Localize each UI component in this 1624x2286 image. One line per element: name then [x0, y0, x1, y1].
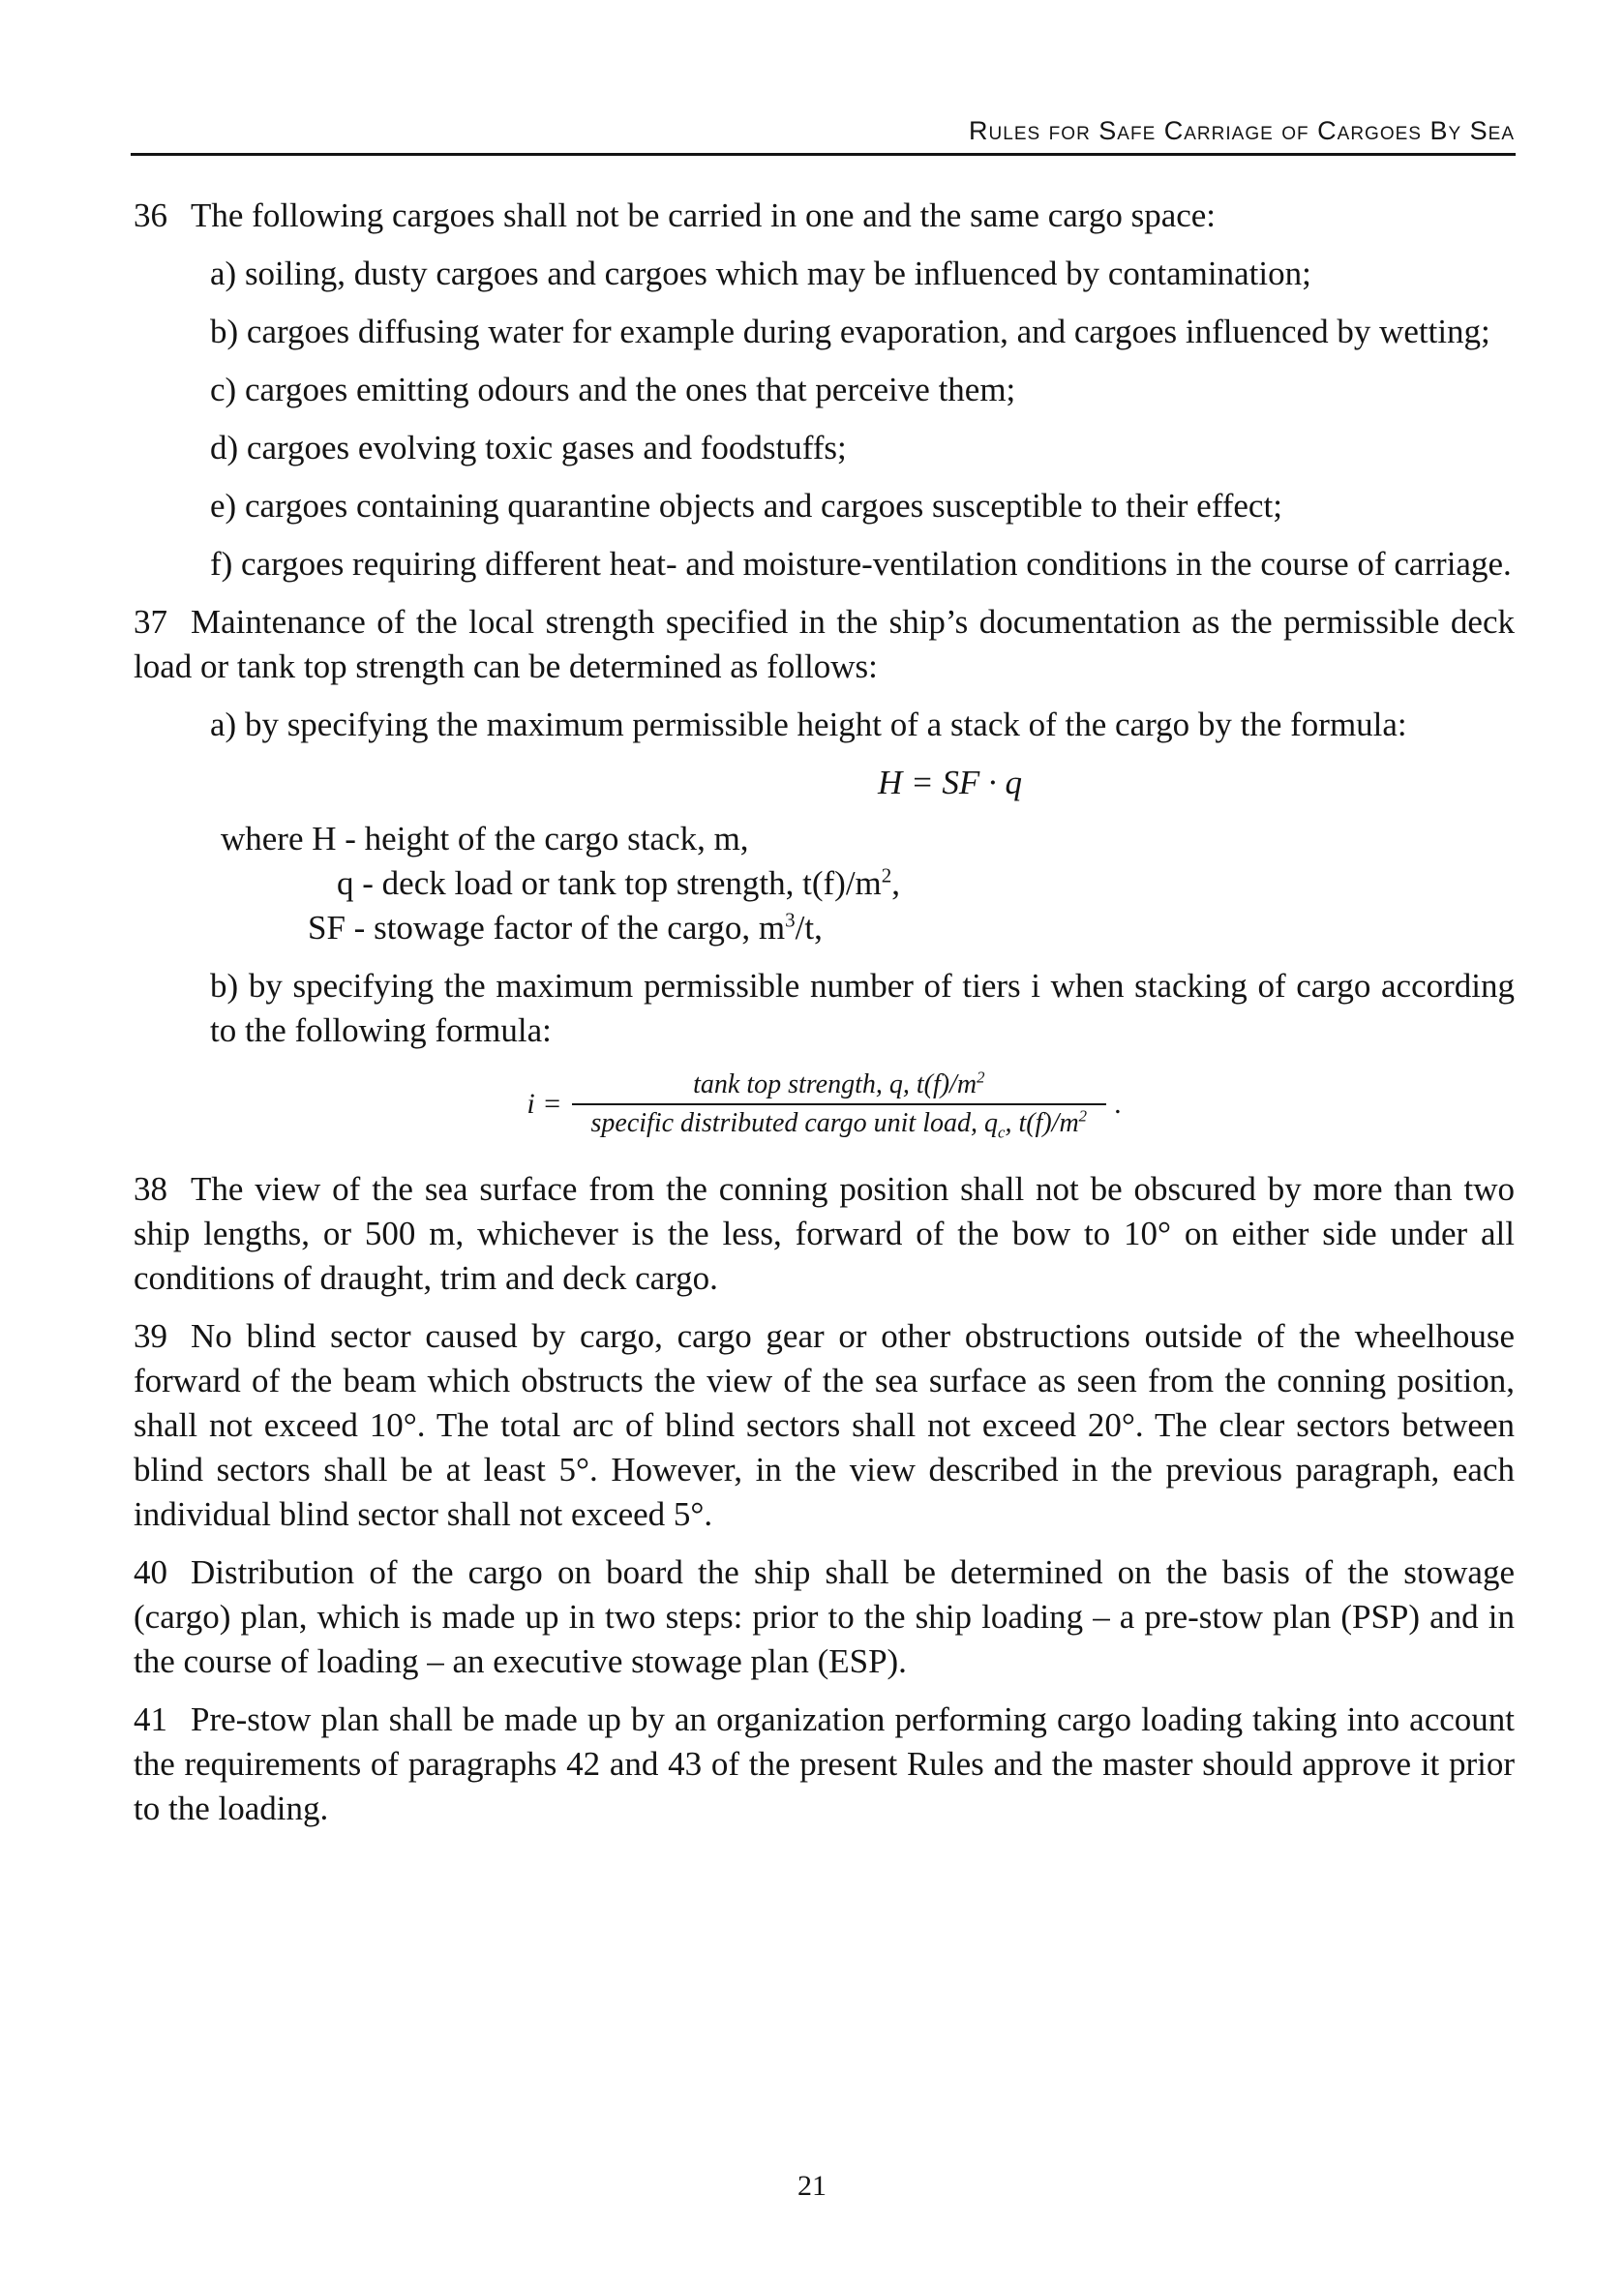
- definition-text: SF - stowage factor of the cargo, m: [308, 909, 786, 947]
- subscript: c: [998, 1123, 1006, 1142]
- definition-text: /t,: [795, 909, 823, 947]
- paragraph-text: Distribution of the cargo on board the ship shall be determined on the basis of the stowage (cargo) plan, which is made up in two steps: prior to the ship loading – a pre-stow plan (PSP) and in the course of loading – an executive stowage plan (ESP).: [134, 1553, 1515, 1680]
- paragraph-text: The following cargoes shall not be carried in one and the same cargo space:: [191, 196, 1217, 234]
- paragraph-41: [134, 1698, 1515, 1831]
- list-item: c) cargoes emitting odours and the ones that perceive them;: [210, 371, 1016, 408]
- header-rule: [131, 153, 1516, 156]
- fraction: [572, 1067, 1107, 1142]
- list-item: e) cargoes containing quarantine objects and cargoes susceptible to their effect;: [210, 487, 1282, 525]
- where-stowage-factor: [308, 906, 1515, 950]
- exponent: 2: [881, 863, 892, 887]
- definition-text: q - deck load or tank top strength, t(f)/m: [337, 864, 882, 902]
- paragraph-text: No blind sector caused by cargo, cargo gear or other obstructions outside of the wheelhouse forward of the beam which obstructs the view of the sea surface as seen from the conning position, shall not exceed 10°. The total arc of blind sectors shall not exceed 20°. The clear sectors between blind sectors shall be at least 5°. However, in the view described in the previous paragraph, each individual blind sector shall not exceed 5°.: [134, 1317, 1515, 1533]
- running-header: Rules for Safe Carriage of Cargoes By Sea: [969, 116, 1515, 145]
- paragraph-text: Pre-stow plan shall be made up by an organization performing cargo loading taking into account the requirements of paragraphs 42 and 43 of the present Rules and the master should approve it prior to the loading.: [134, 1700, 1515, 1827]
- fraction-numerator: [674, 1067, 1004, 1103]
- denominator-text: specific distributed cargo unit load, q: [590, 1108, 998, 1138]
- denominator-text: , t(f)/m: [1005, 1108, 1079, 1138]
- paragraph-number: 37: [134, 603, 167, 641]
- paragraph-36: [134, 194, 1515, 238]
- paragraph-number: 41: [134, 1700, 167, 1738]
- formula-tiers: [134, 1067, 1515, 1142]
- exponent: 2: [977, 1068, 985, 1087]
- paragraph-text: Maintenance of the local strength specified in the ship’s documentation as the permissible deck load or tank top strength can be determined as follows:: [134, 603, 1515, 685]
- exponent: 3: [785, 908, 796, 932]
- paragraph-40: [134, 1550, 1515, 1684]
- paragraph-number: 36: [134, 196, 167, 234]
- paragraph-37: [134, 600, 1515, 689]
- exponent: 2: [1078, 1106, 1088, 1126]
- paragraph-39: [134, 1314, 1515, 1537]
- where-load: [337, 861, 1515, 906]
- paragraph-number: 40: [134, 1553, 167, 1591]
- paragraph-number: 39: [134, 1317, 167, 1355]
- formula-tail: .: [1114, 1088, 1122, 1120]
- list-item: b) by specifying the maximum permissible number of tiers i when stacking of cargo according to the following formula:: [210, 967, 1515, 1049]
- list-item: a) by specifying the maximum permissible height of a stack of the cargo by the formula:: [210, 706, 1407, 743]
- paragraph-38: [134, 1167, 1515, 1301]
- fraction-denominator: [572, 1103, 1107, 1142]
- numerator-text: tank top strength, q, t(f)/m: [693, 1069, 977, 1099]
- list-item: b) cargoes diffusing water for example during evaporation, and cargoes influenced by wetting;: [210, 313, 1490, 350]
- definition-text: ,: [891, 864, 901, 902]
- formula-height: [134, 761, 1515, 805]
- paragraph-number: 38: [134, 1170, 167, 1208]
- formula-text: H = SF · q: [877, 764, 1023, 801]
- body-text: [134, 194, 1515, 1845]
- formula-lhs: i =: [526, 1088, 562, 1120]
- page-number: 21: [797, 2170, 827, 2202]
- list-item: a) soiling, dusty cargoes and cargoes which may be influenced by contamination;: [210, 255, 1311, 292]
- list-item: f) cargoes requiring different heat- and moisture-ventilation conditions in the course of carriage.: [210, 545, 1512, 583]
- where-height: where H - height of the cargo stack, m,: [221, 820, 749, 857]
- list-item: d) cargoes evolving toxic gases and foodstuffs;: [210, 429, 847, 466]
- paragraph-text: The view of the sea surface from the conning position shall not be obscured by more than two ship lengths, or 500 m, whichever is the less, forward of the bow to 10° on either side under all conditions of draught, trim and deck cargo.: [134, 1170, 1515, 1297]
